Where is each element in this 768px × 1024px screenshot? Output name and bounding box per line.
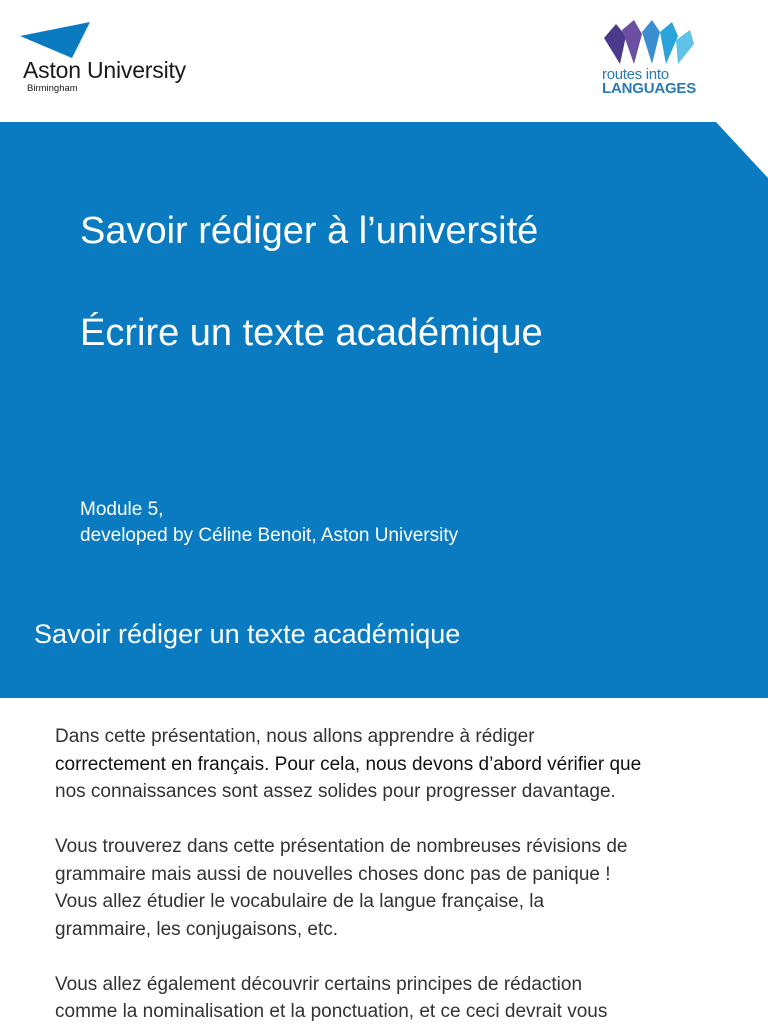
text-line: correctement en français. Pour cela, nous devons d’abord vérifier que [55, 753, 642, 775]
text-line: Vous trouverez dans cette présentation de nombreuses révisions de [55, 836, 628, 857]
section-heading: Savoir rédiger un texte académique [34, 619, 461, 649]
developer-credit: developed by Céline Benoit, Aston University [80, 525, 459, 546]
logo-petal [622, 20, 642, 64]
paragraph-content [55, 833, 735, 943]
text-line: grammaire, les conjugaisons, etc. [55, 918, 339, 940]
text-line: Vous allez étudier le vocabulaire de la langue française, la [55, 891, 545, 912]
text-line: comme la nominalisation et la ponctuation, et ce ceci devrait vous [55, 1001, 608, 1022]
logo-petal [660, 22, 678, 64]
text-line: Vous allez également découvrir certains principes de rédaction [55, 973, 583, 995]
text-line: nos connaissances sont assez solides pour progresser davantage. [55, 781, 616, 802]
partner-logo-line1: routes into [602, 66, 669, 83]
aston-logo-city: Birmingham [27, 83, 78, 94]
presentation-title: Savoir rédiger à l’université [80, 210, 539, 252]
body-text [55, 723, 735, 1024]
fan-petals-icon [600, 18, 704, 70]
module-label: Module 5, [80, 499, 164, 520]
banner-shape [0, 122, 768, 698]
presentation-subtitle: Écrire un texte académique [80, 312, 543, 354]
text-line: grammaire mais aussi de nouvelles choses donc pas de panique ! [55, 863, 611, 885]
routes-into-languages-logo [596, 18, 708, 102]
logo-petal [676, 30, 694, 64]
partner-logo-line2: LANGUAGES [602, 80, 697, 97]
text-line: Dans cette présentation, nous allons apprendre à rédiger [55, 726, 535, 747]
aston-logo-name: Aston University [23, 57, 186, 83]
aston-university-logo [20, 20, 220, 100]
paragraph-principles [55, 971, 735, 1024]
logo-petal [642, 20, 660, 64]
title-banner [0, 122, 768, 698]
aston-triangle-icon [20, 20, 92, 60]
paragraph-intro [55, 723, 735, 806]
